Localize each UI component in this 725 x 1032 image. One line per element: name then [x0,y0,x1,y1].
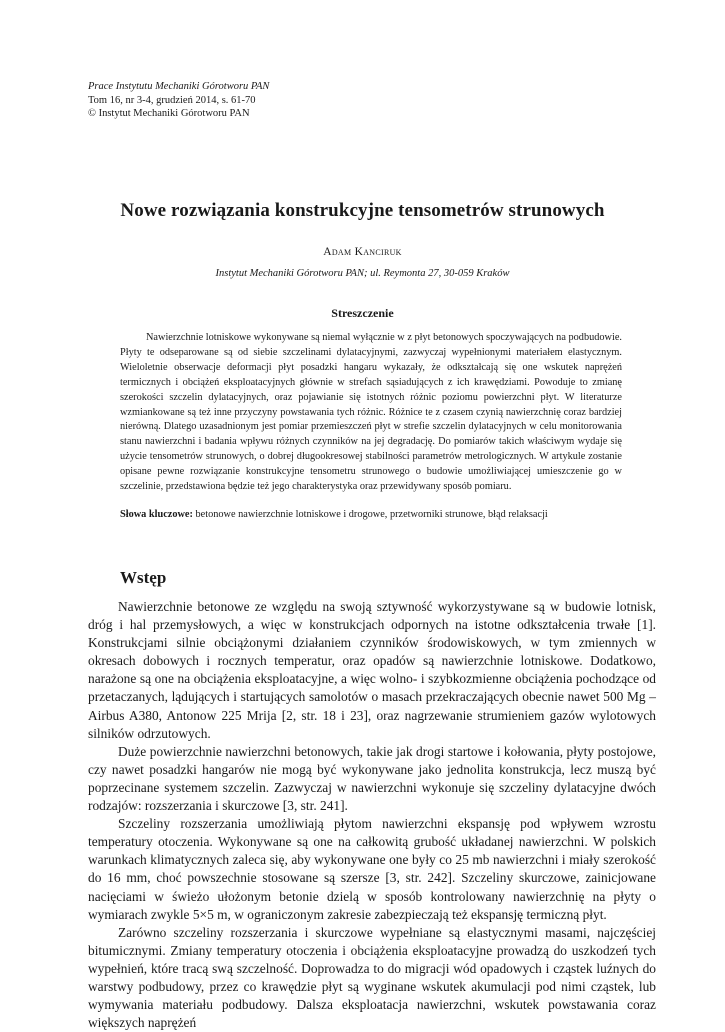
body-paragraph: Duże powierzchnie nawierzchni betonowych, takie jak drogi startowe i kołowania, płyty postojowe, czy nawet posadzki hangarów nie mogą być wykonywane jako jednolita konstrukcja, lecz muszą być poprzecinane systemem szczelin. Zazwyczaj w nawierzchni wykonuje się szczeliny dylatacyjne dwóch rodzajów: rozszerzania i skurczowe [3, str. 241]. [88,743,656,814]
journal-name: Prace Instytutu Mechaniki Górotworu PAN [88,81,270,92]
body-paragraph: Nawierzchnie betonowe ze względu na swoją sztywność wykorzystywane są w budowie lotnisk, dróg i hal przemysłowych, a więc w konstrukcjach odpornych na istotne odkształcenia trwałe [1]. Konstrukcjami silnie obciążonymi działaniem czynników środowiskowych, w tym zmiennych w okresach dobowych i rocznych temperatur, oraz opadów są nawierzchnie lotniskowe. Dodatkowo, narażone są one na obciążenia eksploatacyjne, a więc wolno- i szybkozmienne obciążenia pochodzące od przetaczanych, lądujących i startujących samolotów o masach przekraczających obecnie nawet 500 Mg – Airbus A380, Antonow 225 Mrija [2, str. 18 i 23], oraz nagrzewanie strumieniem gazów wylotowych silników odrzutowych. [88,599,656,741]
abstract-heading: Streszczenie [331,306,394,320]
keywords-text: betonowe nawierzchnie lotniskowe i drogowe, przetworniki strunowe, błąd relaksacji [195,509,548,520]
journal-volume: Tom 16, nr 3-4, grudzień 2014, s. 61-70 [88,94,256,106]
body-paragraph: Szczeliny rozszerzania umożliwiają płytom nawierzchni ekspansję pod wpływem wzrostu temperatury otoczenia. Wykonywane są one na całkowitą grubość układanej nawierzchni. W polskich warunkach klimatycznych zaleca się, aby wykonywane one były co 25 mb nawierzchni i miały szerokość do 16 mm, choć powszechnie stosowane są szersze [3, str. 242]. Szczeliny skurczowe, zainicjowane nacięciami w świeżo ułożonym betonie dzielą w sposób kontrolowany nawierzchnię na płyty o wymiarach zwykle 5×5 m, w ograniczonym zakresie zabezpieczają też ekspansję termiczną płyt. [88,816,656,922]
section-body [88,598,656,1032]
abstract-text: Nawierzchnie lotniskowe wykonywane są niemal wyłącznie w z płyt betonowych spoczywających na podbudowie. Płyty te odseparowane są od siebie szczelinami dylatacyjnymi, zazwyczaj wypełnionymi materiałem elastycznym. Wieloletnie obserwacje deformacji płyt posadzki hangaru wykazały, że odkształcają się one wskutek naprężeń termicznych i obciążeń eksploatacyjnych głównie w strefach sąsiadujących z ich krawędziami. Powoduje to zmianę szerokości szczelin dylatacyjnych, oraz pojawianie się istotnych różnic poziomu powierzchni płyt. W literaturze wzmiankowane są też inne przyczyny powstawania tych różnic. Różnice te z czasem czynią nawierzchnię coraz bardziej nierówną. Dlatego uzasadnionym jest pomiar przemieszczeń płyt w strefie szczelin dylatacyjnych w celu monitorowania stanu nawierzchni i badania wpływu różnych czynników na jej degradację. Do pomiarów takich właściwym wydaje się użycie tensometrów strunowych, o dobrej długookresowej stabilności parametrów metrologicznych. W artykule zostanie opisane pewne rozwiązanie konstrukcyjne tensometru strunowego o budowie umożliwiającej umieszczenie go w szczelinie, przedstawiona będzie też jego charakterystyka oraz przewidywany sposób pomiaru. [120,332,622,493]
author-name: Adam Kanciruk [323,246,402,258]
section-heading: Wstęp [120,568,167,587]
author-affiliation: Instytut Mechaniki Górotworu PAN; ul. Reymonta 27, 30-059 Kraków [215,268,510,279]
keywords [120,508,630,522]
paper-title: Nowe rozwiązania konstrukcyjne tensometrów strunowych [120,200,605,221]
journal-header [88,80,269,121]
journal-copyright: © Instytut Mechaniki Górotworu PAN [88,108,250,119]
keywords-label: Słowa kluczowe: [120,509,193,520]
body-paragraph: Zarówno szczeliny rozszerzania i skurczowe wypełniane są elastycznymi masami, najczęściej bitumicznymi. Zmiany temperatury otoczenia i obciążenia eksploatacyjne prowadzą do uszkodzeń tych wypełnień, które tracą swą szczelność. Doprowadza to do migracji wód opadowych i cząstek luźnych do warstwy podbudowy, przez co krawędzie płyt są wyginane wskutek akumulacji pod nimi cząstek, lub wymywania materiału podbudowy. Dalsza eksploatacja nawierzchni, wskutek powstawania coraz większych naprężeń [88,924,656,1031]
